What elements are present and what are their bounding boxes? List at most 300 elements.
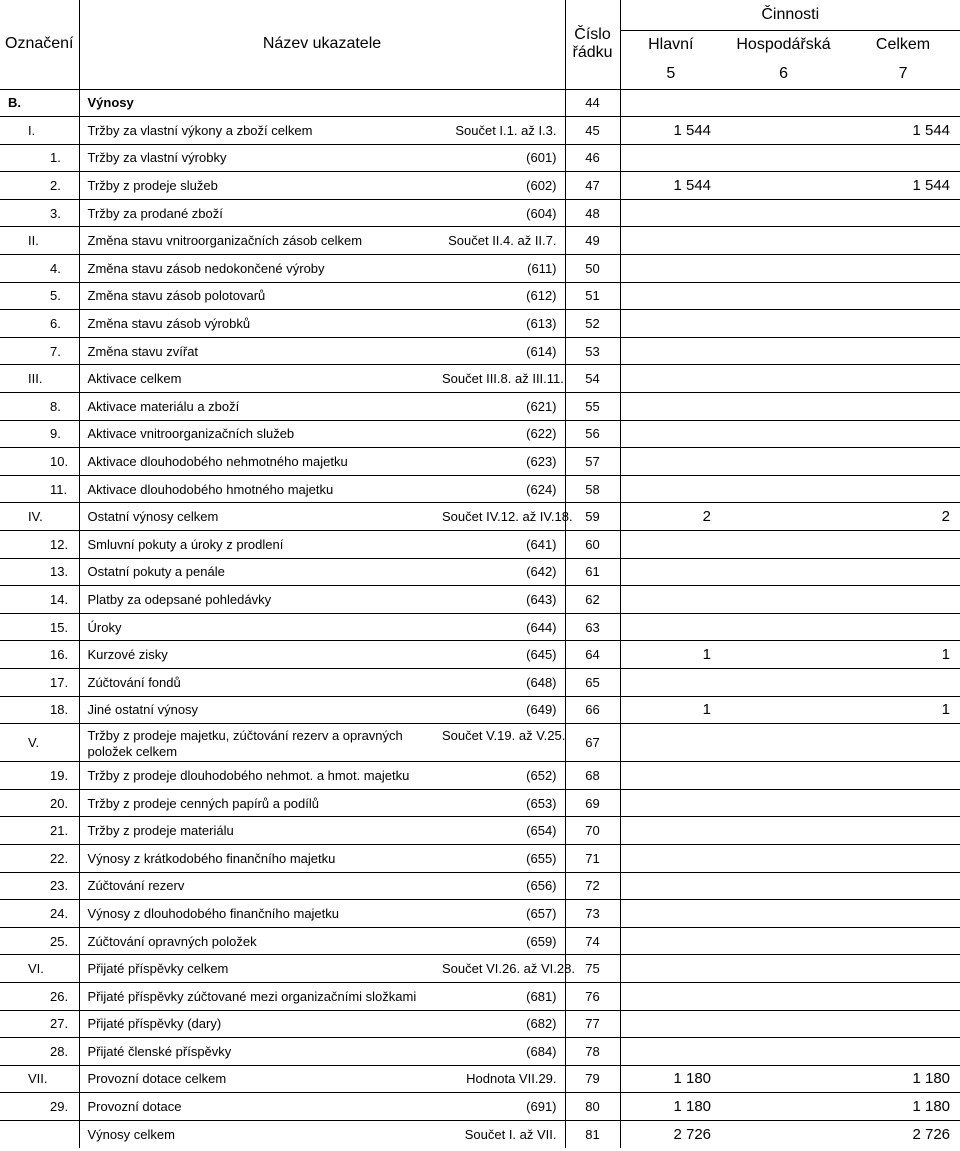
row-celkem: 1 180: [846, 1093, 960, 1121]
row-code: 11.: [0, 475, 79, 503]
row-line-number: 53: [565, 337, 620, 365]
row-name: Přijaté příspěvky celkem: [79, 955, 442, 983]
header-col-5: 5: [620, 59, 721, 89]
table-row: [0, 696, 960, 724]
row-code: 19.: [0, 762, 79, 790]
row-name: Tržby za vlastní výkony a zboží celkem: [79, 117, 442, 145]
header-col-6: 6: [779, 64, 788, 82]
row-label: (656): [442, 872, 565, 900]
row-name: Výnosy celkem: [79, 1120, 442, 1148]
row-code: III.: [0, 365, 79, 393]
row-label: (611): [442, 255, 565, 283]
row-name: Změna stavu zvířat: [79, 337, 442, 365]
row-label: Součet II.4. až II.7.: [442, 227, 565, 255]
row-line-number: 63: [565, 613, 620, 641]
row-hospodarska: [721, 1010, 846, 1038]
row-code: 10.: [0, 448, 79, 476]
row-hospodarska: [721, 955, 846, 983]
row-hlavni: [620, 89, 721, 117]
row-line-number: 76: [565, 982, 620, 1010]
row-hospodarska: [721, 393, 846, 421]
row-celkem: [846, 872, 960, 900]
table-row: [0, 789, 960, 817]
row-hlavni: [620, 282, 721, 310]
row-celkem: [846, 558, 960, 586]
row-celkem: [846, 789, 960, 817]
table-row: [0, 844, 960, 872]
table-row: [0, 1120, 960, 1148]
row-hlavni: [620, 927, 721, 955]
row-hlavni: [620, 955, 721, 983]
row-hospodarska: [721, 1065, 846, 1093]
row-hlavni: [620, 1010, 721, 1038]
row-celkem: [846, 1010, 960, 1038]
row-hospodarska: [721, 927, 846, 955]
row-label: Součet I.1. až I.3.: [442, 117, 565, 145]
row-hlavni: [620, 586, 721, 614]
row-code: IV.: [0, 503, 79, 531]
row-line-number: 77: [565, 1010, 620, 1038]
row-name: Tržby za vlastní výrobky: [79, 144, 442, 172]
row-celkem: [846, 89, 960, 117]
row-name: Přijaté členské příspěvky: [79, 1038, 442, 1066]
row-name: Výnosy: [79, 89, 442, 117]
row-label: (648): [442, 668, 565, 696]
row-code: VII.: [0, 1065, 79, 1093]
row-hospodarska: [721, 558, 846, 586]
row-name: Přijaté příspěvky (dary): [79, 1010, 442, 1038]
row-line-number: 79: [565, 1065, 620, 1093]
row-name: Kurzové zisky: [79, 641, 442, 669]
header-hospodarska: Hospodářská: [721, 30, 846, 59]
row-hospodarska: [721, 448, 846, 476]
row-code: 27.: [0, 1010, 79, 1038]
row-hospodarska: [721, 872, 846, 900]
row-line-number: 67: [565, 724, 620, 762]
row-label: (657): [442, 900, 565, 928]
row-label: Součet V.19. až V.25.: [442, 724, 565, 762]
row-name: Provozní dotace celkem: [79, 1065, 442, 1093]
row-hlavni: [620, 227, 721, 255]
table-row: [0, 900, 960, 928]
row-line-number: 44: [565, 89, 620, 117]
row-label: (684): [442, 1038, 565, 1066]
row-line-number: 68: [565, 762, 620, 790]
row-line-number: 64: [565, 641, 620, 669]
table-body: [0, 89, 960, 1148]
table-header: [0, 0, 960, 89]
row-line-number: 49: [565, 227, 620, 255]
table-row: [0, 872, 960, 900]
row-celkem: [846, 927, 960, 955]
row-celkem: [846, 724, 960, 762]
row-line-number: 71: [565, 844, 620, 872]
header-oznaceni: Označení: [5, 35, 74, 53]
row-label: (624): [442, 475, 565, 503]
row-hlavni: [620, 558, 721, 586]
row-code: 24.: [0, 900, 79, 928]
row-label: [442, 89, 565, 117]
row-celkem: [846, 844, 960, 872]
row-hlavni: [620, 762, 721, 790]
table-row: [0, 310, 960, 338]
row-name: Aktivace celkem: [79, 365, 442, 393]
row-celkem: 2 726: [846, 1120, 960, 1148]
row-celkem: 1 180: [846, 1065, 960, 1093]
row-hlavni: 2 726: [620, 1120, 721, 1148]
row-hlavni: [620, 255, 721, 283]
row-name: Smluvní pokuty a úroky z prodlení: [79, 531, 442, 559]
row-code: 14.: [0, 586, 79, 614]
row-line-number: 78: [565, 1038, 620, 1066]
row-code: 22.: [0, 844, 79, 872]
table-row: [0, 724, 960, 762]
table-row: [0, 927, 960, 955]
row-name: Přijaté příspěvky zúčtované mezi organizačními složkami: [79, 982, 442, 1010]
row-label: (644): [442, 613, 565, 641]
row-line-number: 69: [565, 789, 620, 817]
row-name: Zúčtování opravných položek: [79, 927, 442, 955]
row-celkem: [846, 982, 960, 1010]
row-celkem: [846, 955, 960, 983]
header-cislo-radku: Číslo řádku: [565, 0, 620, 89]
row-code: 5.: [0, 282, 79, 310]
row-celkem: [846, 531, 960, 559]
row-name: Výnosy z krátkodobého finančního majetku: [79, 844, 442, 872]
row-hlavni: 1 180: [620, 1065, 721, 1093]
row-code: 8.: [0, 393, 79, 421]
row-label: (602): [442, 172, 565, 200]
row-celkem: [846, 337, 960, 365]
table-row: [0, 982, 960, 1010]
row-code: B.: [0, 89, 79, 117]
row-name: Aktivace vnitroorganizačních služeb: [79, 420, 442, 448]
row-name: Aktivace dlouhodobého hmotného majetku: [79, 475, 442, 503]
row-code: 2.: [0, 172, 79, 200]
table-row: [0, 365, 960, 393]
row-label: (645): [442, 641, 565, 669]
table-row: [0, 117, 960, 145]
row-line-number: 46: [565, 144, 620, 172]
table-row: [0, 199, 960, 227]
row-label: (623): [442, 448, 565, 476]
row-hlavni: [620, 844, 721, 872]
row-name: Změna stavu vnitroorganizačních zásob celkem: [79, 227, 442, 255]
row-label: (621): [442, 393, 565, 421]
table-row: [0, 227, 960, 255]
row-hlavni: [620, 817, 721, 845]
row-line-number: 80: [565, 1093, 620, 1121]
row-line-number: 50: [565, 255, 620, 283]
row-hospodarska: [721, 1093, 846, 1121]
row-name: Aktivace dlouhodobého nehmotného majetku: [79, 448, 442, 476]
table-row: [0, 558, 960, 586]
row-celkem: 2: [846, 503, 960, 531]
row-name: Tržby z prodeje cenných papírů a podílů: [79, 789, 442, 817]
row-hospodarska: [721, 89, 846, 117]
row-label: (654): [442, 817, 565, 845]
row-celkem: [846, 282, 960, 310]
row-hlavni: 1 544: [620, 117, 721, 145]
row-line-number: 75: [565, 955, 620, 983]
row-code: 29.: [0, 1093, 79, 1121]
header-col-7: 7: [898, 64, 908, 82]
row-hlavni: [620, 1038, 721, 1066]
row-celkem: 1 544: [846, 172, 960, 200]
row-code: [0, 1120, 79, 1148]
row-hospodarska: [721, 117, 846, 145]
row-hospodarska: [721, 789, 846, 817]
row-label: (642): [442, 558, 565, 586]
row-hospodarska: [721, 1120, 846, 1148]
row-hlavni: [620, 900, 721, 928]
row-name: Provozní dotace: [79, 1093, 442, 1121]
row-name: Změna stavu zásob výrobků: [79, 310, 442, 338]
table-row: [0, 586, 960, 614]
row-hlavni: [620, 365, 721, 393]
row-hospodarska: [721, 641, 846, 669]
row-code: 7.: [0, 337, 79, 365]
row-hospodarska: [721, 199, 846, 227]
row-celkem: 1 544: [846, 117, 960, 145]
row-code: 17.: [0, 668, 79, 696]
table-row: [0, 613, 960, 641]
row-line-number: 47: [565, 172, 620, 200]
row-hospodarska: [721, 613, 846, 641]
row-hlavni: [620, 199, 721, 227]
row-line-number: 74: [565, 927, 620, 955]
row-code: 13.: [0, 558, 79, 586]
table-row: [0, 955, 960, 983]
row-hospodarska: [721, 503, 846, 531]
row-line-number: 73: [565, 900, 620, 928]
row-label: (682): [442, 1010, 565, 1038]
row-hlavni: [620, 475, 721, 503]
row-code: 12.: [0, 531, 79, 559]
row-label: (612): [442, 282, 565, 310]
row-hospodarska: [721, 227, 846, 255]
row-celkem: [846, 448, 960, 476]
row-hospodarska: [721, 817, 846, 845]
row-label: (691): [442, 1093, 565, 1121]
row-hlavni: 1: [620, 641, 721, 669]
row-name: Změna stavu zásob nedokončené výroby: [79, 255, 442, 283]
row-hospodarska: [721, 282, 846, 310]
row-celkem: [846, 613, 960, 641]
row-celkem: 1: [846, 696, 960, 724]
row-label: (649): [442, 696, 565, 724]
row-code: 4.: [0, 255, 79, 283]
row-hlavni: 1: [620, 696, 721, 724]
row-label: (653): [442, 789, 565, 817]
row-code: 20.: [0, 789, 79, 817]
row-line-number: 57: [565, 448, 620, 476]
row-name: Ostatní výnosy celkem: [79, 503, 442, 531]
row-hospodarska: [721, 172, 846, 200]
row-hospodarska: [721, 144, 846, 172]
row-line-number: 51: [565, 282, 620, 310]
row-hlavni: [620, 668, 721, 696]
row-celkem: [846, 1038, 960, 1066]
row-name: Tržby z prodeje služeb: [79, 172, 442, 200]
row-hlavni: [620, 531, 721, 559]
row-name: Zúčtování fondů: [79, 668, 442, 696]
row-code: V.: [0, 724, 79, 762]
table-row: [0, 762, 960, 790]
row-celkem: [846, 900, 960, 928]
table-row: [0, 393, 960, 421]
row-celkem: [846, 762, 960, 790]
row-hospodarska: [721, 255, 846, 283]
row-line-number: 61: [565, 558, 620, 586]
row-hlavni: [620, 393, 721, 421]
row-hlavni: [620, 144, 721, 172]
row-line-number: 52: [565, 310, 620, 338]
row-code: II.: [0, 227, 79, 255]
row-name: Ostatní pokuty a penále: [79, 558, 442, 586]
row-name: Tržby za prodané zboží: [79, 199, 442, 227]
row-celkem: [846, 255, 960, 283]
table-row: [0, 448, 960, 476]
table-row: [0, 172, 960, 200]
row-code: 21.: [0, 817, 79, 845]
row-label: (652): [442, 762, 565, 790]
header-celkem: Celkem: [846, 30, 960, 59]
row-code: 28.: [0, 1038, 79, 1066]
row-line-number: 48: [565, 199, 620, 227]
row-celkem: [846, 199, 960, 227]
row-hospodarska: [721, 365, 846, 393]
row-celkem: [846, 227, 960, 255]
table-row: [0, 668, 960, 696]
row-line-number: 72: [565, 872, 620, 900]
row-hlavni: [620, 982, 721, 1010]
table-row: [0, 1010, 960, 1038]
row-label: (643): [442, 586, 565, 614]
row-label: Součet I. až VII.: [442, 1120, 565, 1148]
row-code: 23.: [0, 872, 79, 900]
row-code: 25.: [0, 927, 79, 955]
row-hlavni: [620, 310, 721, 338]
row-name: Zúčtování rezerv: [79, 872, 442, 900]
row-code: 9.: [0, 420, 79, 448]
row-label: (601): [442, 144, 565, 172]
row-hlavni: [620, 872, 721, 900]
row-celkem: [846, 393, 960, 421]
row-line-number: 45: [565, 117, 620, 145]
row-line-number: 81: [565, 1120, 620, 1148]
table-row: [0, 144, 960, 172]
row-hospodarska: [721, 668, 846, 696]
row-hlavni: [620, 724, 721, 762]
row-label: Součet III.8. až III.11.: [442, 365, 565, 393]
row-name: Úroky: [79, 613, 442, 641]
row-name: Výnosy z dlouhodobého finančního majetku: [79, 900, 442, 928]
row-code: 1.: [0, 144, 79, 172]
row-name: Tržby z prodeje materiálu: [79, 817, 442, 845]
row-code: I.: [0, 117, 79, 145]
row-line-number: 62: [565, 586, 620, 614]
row-celkem: [846, 668, 960, 696]
row-hospodarska: [721, 310, 846, 338]
row-hlavni: [620, 337, 721, 365]
table-row: [0, 531, 960, 559]
row-hlavni: 1 544: [620, 172, 721, 200]
row-line-number: 65: [565, 668, 620, 696]
header-cinnosti: Činnosti: [620, 0, 960, 30]
table-row: [0, 817, 960, 845]
row-name: Tržby z prodeje dlouhodobého nehmot. a hmot. majetku: [79, 762, 442, 790]
row-hospodarska: [721, 724, 846, 762]
row-celkem: [846, 586, 960, 614]
row-hlavni: [620, 789, 721, 817]
row-hospodarska: [721, 1038, 846, 1066]
row-code: 3.: [0, 199, 79, 227]
row-hospodarska: [721, 420, 846, 448]
row-hlavni: [620, 613, 721, 641]
row-label: (604): [442, 199, 565, 227]
row-hospodarska: [721, 337, 846, 365]
row-name: Jiné ostatní výnosy: [79, 696, 442, 724]
row-name: Aktivace materiálu a zboží: [79, 393, 442, 421]
row-name: Tržby z prodeje majetku, zúčtování rezerv a opravných položek celkem: [79, 724, 442, 762]
row-line-number: 54: [565, 365, 620, 393]
table-row: [0, 337, 960, 365]
row-hospodarska: [721, 982, 846, 1010]
row-celkem: [846, 365, 960, 393]
row-hlavni: 2: [620, 503, 721, 531]
row-hospodarska: [721, 475, 846, 503]
row-line-number: 59: [565, 503, 620, 531]
row-name: Platby za odepsané pohledávky: [79, 586, 442, 614]
row-hlavni: [620, 420, 721, 448]
table-row: [0, 503, 960, 531]
row-celkem: [846, 817, 960, 845]
row-line-number: 56: [565, 420, 620, 448]
row-label: Součet VI.26. až VI.28.: [442, 955, 565, 983]
row-label: Součet IV.12. až IV.18.: [442, 503, 565, 531]
row-label: (622): [442, 420, 565, 448]
row-celkem: [846, 310, 960, 338]
row-label: (614): [442, 337, 565, 365]
row-name: Změna stavu zásob polotovarů: [79, 282, 442, 310]
row-hospodarska: [721, 586, 846, 614]
row-label: (641): [442, 531, 565, 559]
table-row: [0, 641, 960, 669]
row-label: (613): [442, 310, 565, 338]
row-code: VI.: [0, 955, 79, 983]
row-code: 26.: [0, 982, 79, 1010]
row-line-number: 58: [565, 475, 620, 503]
row-label: (659): [442, 927, 565, 955]
row-line-number: 66: [565, 696, 620, 724]
row-celkem: [846, 475, 960, 503]
row-line-number: 60: [565, 531, 620, 559]
row-hospodarska: [721, 844, 846, 872]
row-line-number: 55: [565, 393, 620, 421]
row-label: (655): [442, 844, 565, 872]
row-code: 6.: [0, 310, 79, 338]
table-row: [0, 420, 960, 448]
row-code: 16.: [0, 641, 79, 669]
row-code: 15.: [0, 613, 79, 641]
table-row: [0, 1093, 960, 1121]
row-label: (681): [442, 982, 565, 1010]
row-hospodarska: [721, 696, 846, 724]
row-hospodarska: [721, 900, 846, 928]
table-row: [0, 89, 960, 117]
row-code: 18.: [0, 696, 79, 724]
